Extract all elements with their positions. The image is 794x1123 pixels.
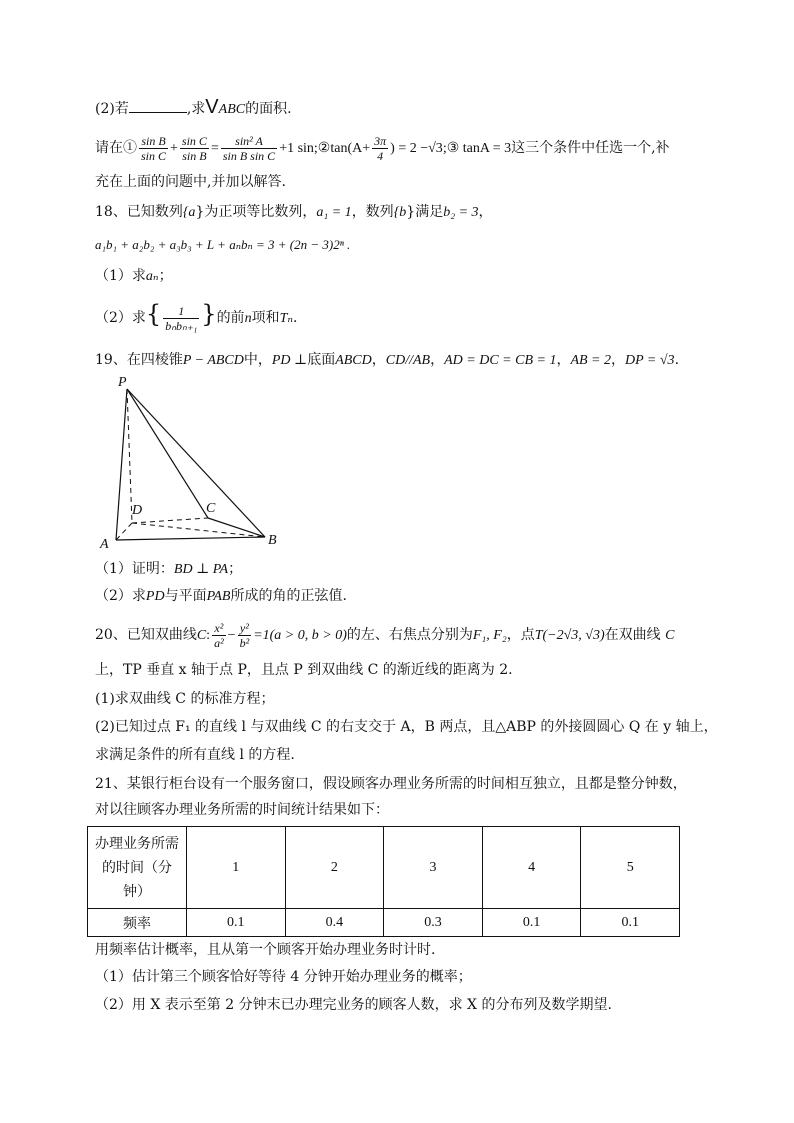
table-cell-freq-4: 0.1	[482, 909, 581, 937]
table-cell-time-2: 2	[285, 827, 384, 909]
table-cell-time-3: 3	[384, 827, 483, 909]
table-cell-freq-5: 0.1	[581, 909, 680, 937]
q17-line3: 充在上面的问题中,并加以解答.	[95, 174, 286, 190]
table-cell-freq-1: 0.1	[187, 909, 286, 937]
table-header-frequency: 频率	[88, 909, 187, 937]
label-C: C	[206, 501, 216, 516]
q21-part1: （1）估计第三个顾客恰好等待 4 分钟开始办理业务的概率；	[95, 969, 472, 985]
time-frequency-table	[87, 826, 680, 937]
q17-part2: (2)若 ,求VABC的面积.	[95, 96, 292, 118]
q18-stem: 18、已知数列{a}为正项等比数列，a₁ = 1，数列{b}满足b₂ = 3，	[95, 204, 493, 220]
fraction-sinC-sinB: $\frac{\text{sin C}}{\text{sin B}}$	[181, 133, 207, 163]
label-B: B	[268, 533, 277, 548]
edge-PB	[127, 389, 265, 537]
fraction-y2-b2: $\frac{\text{y²}}{\text{b²}}$	[239, 620, 250, 650]
fraction-sin2A: $\frac{\text{sin² A}}{\text{sin B sin C}}$	[222, 133, 276, 163]
q21-part2: （2）用 X 表示至第 2 分钟末已办理完业务的顾客人数，求 X 的分布列及数学期望.	[95, 997, 612, 1013]
fraction-x2-a2: $\frac{\text{x²}}{\text{a²}}$	[214, 620, 224, 650]
q19-part1: （1）证明：BD ⊥ PA；	[95, 561, 243, 577]
table-row-frequency	[88, 909, 680, 937]
edge-PC	[127, 389, 208, 518]
q17-conditions: 请在① $\frac{\text{sin B}}{\text{sin C}}$ + $\frac{\text{sin C}}{\text{sin B}}$ = $\frac{\text{sin² A}}{\text{sin B sin C}}$ +1 sin;②tan(A+ $\frac{3\pi}{4}$ ) = 2 −√3;③ tanA = 3这三个条件中任选一个,补	[95, 133, 670, 163]
q20-part2: (2)已知过点 F₁ 的直线 l 与双曲线 C 的右支交于 A，B 两点，且△ABP 的外接圆圆心 Q 在 y 轴上，	[95, 719, 718, 735]
edge-DC-hidden	[132, 518, 208, 523]
edge-DA-hidden	[116, 523, 132, 540]
q20-part2-cont: 求满足条件的所有直线 l 的方程.	[95, 747, 295, 763]
q19-part2: （2）求PD与平面PAB所成的角的正弦值.	[95, 588, 347, 604]
triangle-symbol: V	[205, 96, 219, 118]
edge-PA	[116, 389, 127, 540]
q18-equation: a₁b₁ + a₂b₂ + a₃b₃ + L + aₙbₙ = 3 + (2n − 3)2ⁿ .	[95, 237, 351, 252]
table-cell-time-1: 1	[187, 827, 286, 909]
q21-line3: 用频率估计概率，且从第一个顾客开始办理业务时计时.	[95, 942, 436, 958]
fraction-sinB-sinC: $\frac{\text{sin B}}{\text{sin C}}$	[141, 133, 167, 163]
fraction-1-over-bnbn1: $\frac{1}{\text{bₙbₙ₊₁}}$	[165, 303, 198, 333]
table-cell-freq-3: 0.3	[384, 909, 483, 937]
table-cell-time-4: 4	[482, 827, 581, 909]
q18-part1: （1）求aₙ；	[95, 268, 173, 284]
answer-blank[interactable]	[129, 100, 187, 113]
table-cell-time-5: 5	[581, 827, 680, 909]
q21-line2: 对以往顾客办理业务所需的时间统计结果如下：	[95, 802, 389, 818]
table-header-time: 办理业务所需 的时间（分 钟）	[88, 827, 187, 909]
q20-stem: 20、已知双曲线C: $\frac{\text{x²}}{\text{a²}}$ − $\frac{\text{y²}}{\text{b²}}$ =1(a > 0, b > 0)的左、右焦点分别为F₁, F₂，点T(−2√3, √3)在双曲线 C	[95, 620, 675, 650]
q21-line1: 21、某银行柜台设有一个服务窗口，假设顾客办理业务所需的时间相互独立，且都是整分钟数，	[95, 776, 687, 792]
pyramid-figure	[90, 372, 290, 550]
label-D: D	[132, 503, 143, 518]
label-A: A	[100, 537, 109, 550]
fraction-3pi-4: $\frac{3\pi}{4}$	[374, 133, 387, 163]
q20-line2: 上，TP 垂直 x 轴于点 P，且点 P 到双曲线 C 的渐近线的距离为 2.	[95, 662, 513, 678]
table-row-time	[88, 827, 680, 909]
edge-AB	[116, 537, 265, 540]
q19-stem: 19、在四棱锥P − ABCD中，PD ⊥底面ABCD，CD//AB，AD = DC = CB = 1，AB = 2，DP = √3.	[95, 352, 680, 368]
q18-part2: （2）求{ $\frac{1}{\text{bₙbₙ₊₁}}$ }的前n项和Tₙ.	[95, 300, 298, 333]
label-P: P	[118, 375, 127, 390]
table-cell-freq-2: 0.4	[285, 909, 384, 937]
q20-part1: (1)求双曲线 C 的标准方程；	[95, 691, 275, 707]
